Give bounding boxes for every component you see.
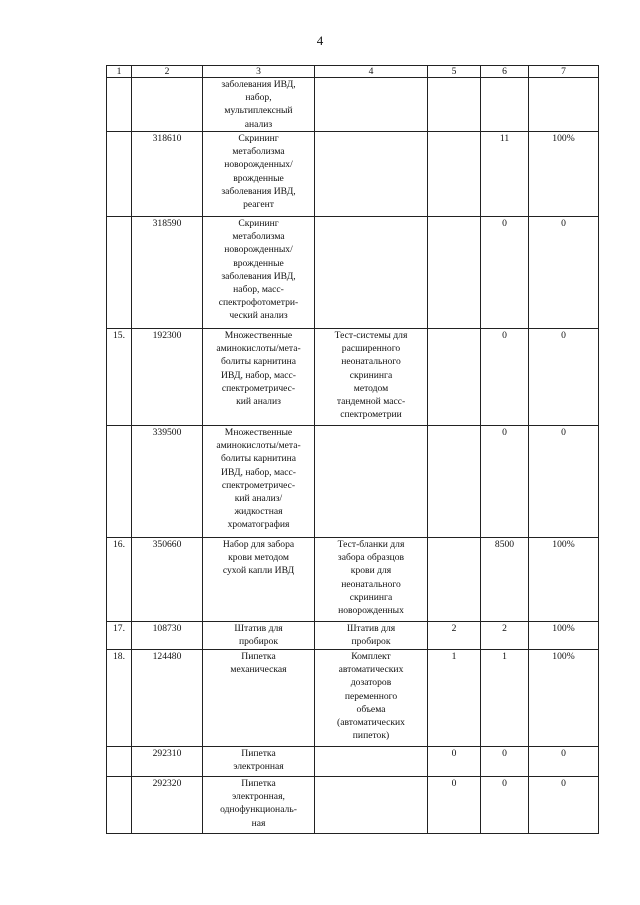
equipment-percent: 100% — [529, 538, 599, 622]
item-name: Скрининг метаболизма новорожденных/ врожденные заболевания ИВД, набор, масс- спектрофотометри- ческий анализ — [203, 217, 315, 329]
item-name: Штатив для пробирок — [203, 622, 315, 650]
item-name: Пипетка механическая — [203, 650, 315, 747]
column-header-6: 6 — [481, 66, 529, 78]
equipment-percent: 0 — [529, 747, 599, 777]
item-code: 318610 — [132, 132, 203, 217]
item-code: 108730 — [132, 622, 203, 650]
quantity-required: 2 — [428, 622, 481, 650]
equipment-percent: 0 — [529, 217, 599, 329]
item-description: Тест-системы для расширенного неонатального скрининга методом тандемной масс- спектрометрии — [315, 329, 428, 426]
row-number: 16. — [107, 538, 132, 622]
column-header-3: 3 — [203, 66, 315, 78]
item-code — [132, 78, 203, 132]
table-row — [107, 217, 599, 329]
quantity-required — [428, 132, 481, 217]
quantity-available: 0 — [481, 426, 529, 538]
item-description: Комплект автоматических дозаторов переменного объема (автоматических пипеток) — [315, 650, 428, 747]
equipment-percent: 100% — [529, 650, 599, 747]
item-description: Штатив для пробирок — [315, 622, 428, 650]
item-description — [315, 747, 428, 777]
quantity-available: 0 — [481, 747, 529, 777]
quantity-available: 0 — [481, 217, 529, 329]
table-row — [107, 650, 599, 747]
row-number: 15. — [107, 329, 132, 426]
quantity-required — [428, 426, 481, 538]
quantity-required: 0 — [428, 777, 481, 834]
quantity-required — [428, 329, 481, 426]
table-row — [107, 426, 599, 538]
item-name: Множественные аминокислоты/мета- болиты карнитина ИВД, набор, масс- спектрометричес- кий анализ/ жидкостная хроматография — [203, 426, 315, 538]
row-number: 17. — [107, 622, 132, 650]
row-number — [107, 777, 132, 834]
row-number — [107, 426, 132, 538]
column-number-row — [107, 66, 599, 78]
column-header-5: 5 — [428, 66, 481, 78]
row-number: 18. — [107, 650, 132, 747]
item-description — [315, 426, 428, 538]
item-name: заболевания ИВД, набор, мультиплексный анализ — [203, 78, 315, 132]
column-header-4: 4 — [315, 66, 428, 78]
row-number — [107, 78, 132, 132]
quantity-required — [428, 217, 481, 329]
quantity-required — [428, 78, 481, 132]
equipment-table — [106, 65, 599, 834]
table-row — [107, 132, 599, 217]
table-row — [107, 622, 599, 650]
row-number — [107, 132, 132, 217]
item-description — [315, 132, 428, 217]
item-name: Скрининг метаболизма новорожденных/ врожденные заболевания ИВД, реагент — [203, 132, 315, 217]
item-description — [315, 217, 428, 329]
item-description: Тест-бланки для забора образцов крови для неонатального скрининга новорожденных — [315, 538, 428, 622]
table-row — [107, 329, 599, 426]
item-name: Пипетка электронная — [203, 747, 315, 777]
quantity-required — [428, 538, 481, 622]
equipment-percent: 100% — [529, 622, 599, 650]
equipment-percent: 0 — [529, 777, 599, 834]
column-header-1: 1 — [107, 66, 132, 78]
item-code: 318590 — [132, 217, 203, 329]
item-name: Множественные аминокислоты/мета- болиты карнитина ИВД, набор, масс- спектрометричес- кий анализ — [203, 329, 315, 426]
item-description — [315, 777, 428, 834]
item-description — [315, 78, 428, 132]
equipment-percent — [529, 78, 599, 132]
equipment-percent: 100% — [529, 132, 599, 217]
table-row — [107, 747, 599, 777]
quantity-required: 1 — [428, 650, 481, 747]
quantity-available: 8500 — [481, 538, 529, 622]
item-code: 350660 — [132, 538, 203, 622]
quantity-available: 1 — [481, 650, 529, 747]
row-number — [107, 747, 132, 777]
column-header-7: 7 — [529, 66, 599, 78]
column-header-2: 2 — [132, 66, 203, 78]
item-code: 192300 — [132, 329, 203, 426]
quantity-available: 0 — [481, 329, 529, 426]
table-row — [107, 78, 599, 132]
table-row — [107, 777, 599, 834]
quantity-available: 0 — [481, 777, 529, 834]
table-row — [107, 538, 599, 622]
quantity-available: 2 — [481, 622, 529, 650]
equipment-percent: 0 — [529, 426, 599, 538]
equipment-percent: 0 — [529, 329, 599, 426]
item-code: 339500 — [132, 426, 203, 538]
quantity-available: 11 — [481, 132, 529, 217]
quantity-required: 0 — [428, 747, 481, 777]
item-code: 124480 — [132, 650, 203, 747]
item-code: 292310 — [132, 747, 203, 777]
quantity-available — [481, 78, 529, 132]
item-code: 292320 — [132, 777, 203, 834]
item-name: Набор для забора крови методом сухой капли ИВД — [203, 538, 315, 622]
row-number — [107, 217, 132, 329]
item-name: Пипетка электронная, однофункциональ- ная — [203, 777, 315, 834]
page-number: 4 — [316, 33, 324, 48]
